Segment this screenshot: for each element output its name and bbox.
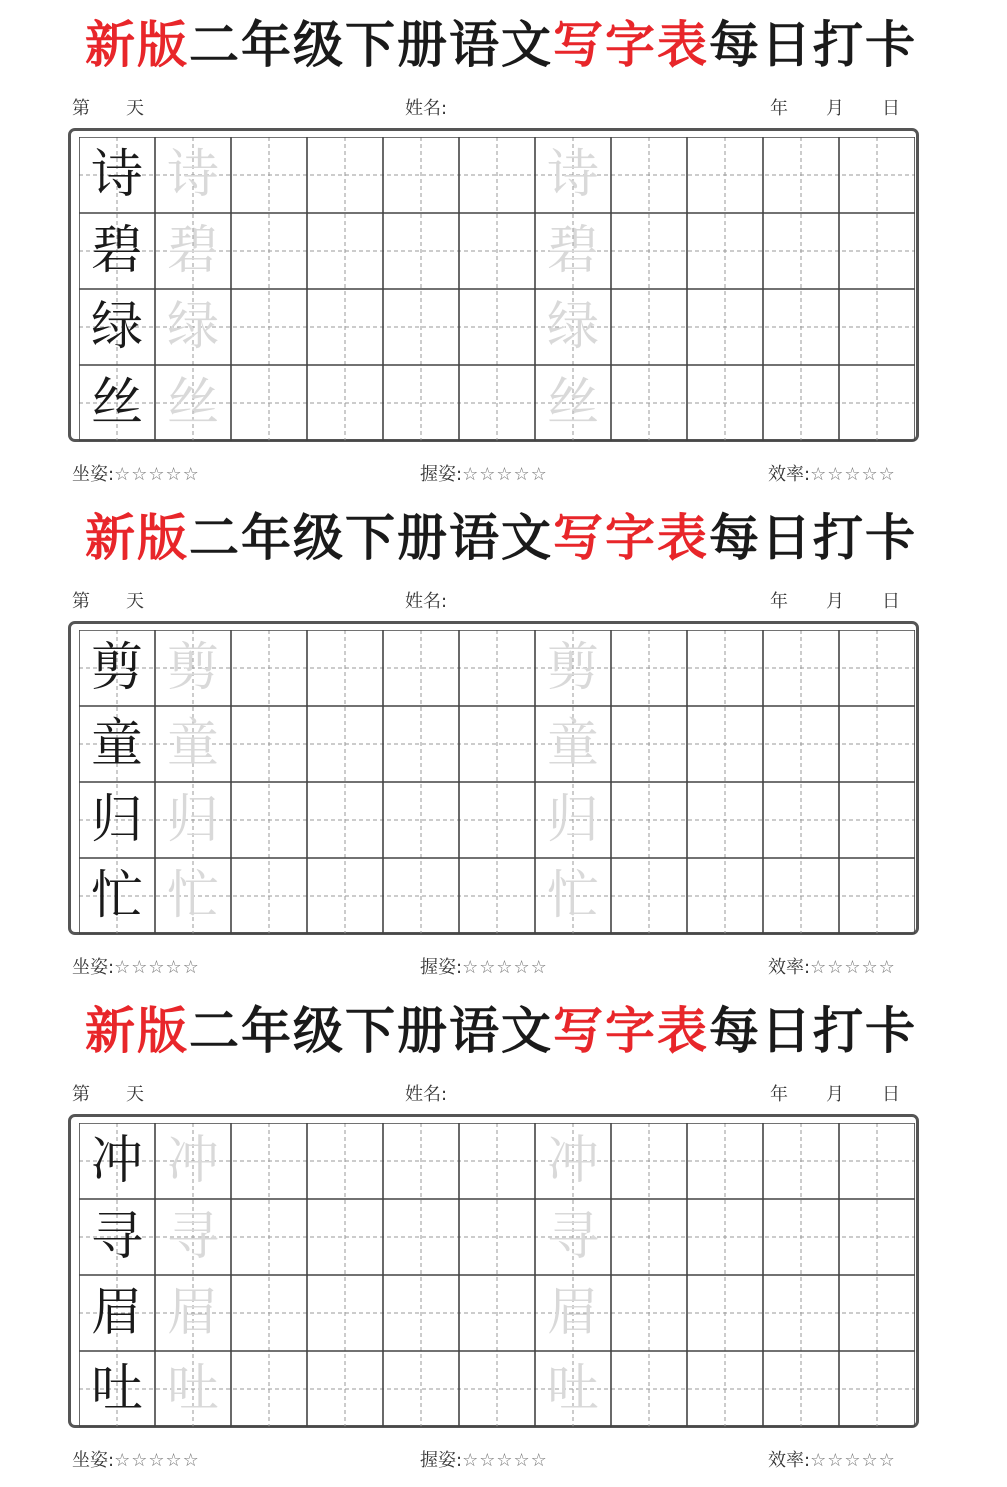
practice-section-1	[0, 8, 1007, 501]
grip-label: 握姿:	[420, 464, 463, 485]
model-character: 碧	[90, 221, 143, 281]
model-character: 绿	[90, 297, 143, 357]
trace-character: 剪	[546, 638, 599, 698]
model-character: 归	[90, 790, 143, 850]
grip-label: 握姿:	[420, 1450, 463, 1471]
year-label: 年	[770, 1084, 788, 1105]
title-part: 写字表	[553, 15, 709, 74]
model-character: 吐	[90, 1359, 143, 1419]
trace-character: 寻	[166, 1207, 219, 1267]
sitting-stars[interactable]: ☆☆☆☆☆	[114, 1450, 200, 1471]
day-prefix-label: 第	[72, 591, 90, 612]
day-count-field	[72, 1084, 144, 1106]
trace-character: 丝	[546, 373, 599, 433]
practice-section-3	[0, 994, 1007, 1487]
day-label: 日	[882, 591, 900, 612]
trace-character: 吐	[546, 1359, 599, 1419]
year-label: 年	[770, 591, 788, 612]
name-field	[405, 98, 447, 120]
model-character: 忙	[90, 866, 143, 926]
name-field	[405, 1084, 447, 1106]
title-part: 每日打卡	[709, 508, 917, 567]
day-prefix-label: 第	[72, 1084, 90, 1105]
day-count-field	[72, 98, 144, 120]
name-label: 姓名:	[405, 1084, 448, 1105]
trace-character: 归	[166, 790, 219, 850]
grip-stars[interactable]: ☆☆☆☆☆	[462, 957, 548, 978]
model-character: 眉	[90, 1283, 143, 1343]
model-character: 童	[90, 714, 143, 774]
trace-character: 吐	[166, 1359, 219, 1419]
trace-character: 诗	[166, 145, 219, 205]
grip-stars[interactable]: ☆☆☆☆☆	[462, 1450, 548, 1471]
month-label: 月	[826, 1084, 844, 1105]
model-character: 冲	[90, 1131, 143, 1191]
trace-character: 冲	[166, 1131, 219, 1191]
trace-character: 冲	[546, 1131, 599, 1191]
title-part: 二年级下册语文	[189, 15, 553, 74]
trace-character: 丝	[166, 373, 219, 433]
name-label: 姓名:	[405, 98, 448, 119]
model-character: 诗	[90, 145, 143, 205]
writing-grid	[79, 137, 915, 441]
day-suffix-label: 天	[126, 591, 144, 612]
title-part: 写字表	[553, 508, 709, 567]
grip-label: 握姿:	[420, 957, 463, 978]
efficiency-rating	[768, 956, 896, 980]
trace-character: 忙	[166, 866, 219, 926]
model-character: 丝	[90, 373, 143, 433]
trace-character: 碧	[166, 221, 219, 281]
trace-character: 归	[546, 790, 599, 850]
month-label: 月	[826, 591, 844, 612]
title-part: 新版	[85, 508, 189, 567]
title-part: 新版	[85, 1001, 189, 1060]
sitting-rating	[72, 1449, 200, 1473]
sitting-label: 坐姿:	[72, 957, 115, 978]
trace-character: 寻	[546, 1207, 599, 1267]
trace-character: 碧	[546, 221, 599, 281]
day-label: 日	[882, 1084, 900, 1105]
title-part: 写字表	[553, 1001, 709, 1060]
trace-character: 眉	[166, 1283, 219, 1343]
trace-character: 忙	[546, 866, 599, 926]
writing-grid-frame	[68, 128, 919, 442]
trace-character: 剪	[166, 638, 219, 698]
efficiency-label: 效率:	[768, 1450, 811, 1471]
sitting-label: 坐姿:	[72, 1450, 115, 1471]
efficiency-label: 效率:	[768, 464, 811, 485]
trace-character: 绿	[166, 297, 219, 357]
sitting-stars[interactable]: ☆☆☆☆☆	[114, 957, 200, 978]
sitting-rating	[72, 956, 200, 980]
sheet-title	[85, 996, 945, 1066]
trace-character: 童	[166, 714, 219, 774]
trace-character: 诗	[546, 145, 599, 205]
date-field	[770, 98, 900, 120]
grip-rating	[420, 956, 548, 980]
efficiency-stars[interactable]: ☆☆☆☆☆	[810, 464, 896, 485]
writing-grid	[79, 1123, 915, 1427]
year-label: 年	[770, 98, 788, 119]
title-part: 每日打卡	[709, 15, 917, 74]
grip-rating	[420, 463, 548, 487]
sitting-stars[interactable]: ☆☆☆☆☆	[114, 464, 200, 485]
efficiency-stars[interactable]: ☆☆☆☆☆	[810, 1450, 896, 1471]
date-field	[770, 591, 900, 613]
title-part: 每日打卡	[709, 1001, 917, 1060]
day-count-field	[72, 591, 144, 613]
sitting-rating	[72, 463, 200, 487]
day-suffix-label: 天	[126, 98, 144, 119]
day-suffix-label: 天	[126, 1084, 144, 1105]
efficiency-rating	[768, 1449, 896, 1473]
efficiency-label: 效率:	[768, 957, 811, 978]
efficiency-rating	[768, 463, 896, 487]
practice-section-2	[0, 501, 1007, 994]
writing-grid	[79, 630, 915, 934]
month-label: 月	[826, 98, 844, 119]
trace-character: 绿	[546, 297, 599, 357]
model-character: 剪	[90, 638, 143, 698]
title-part: 二年级下册语文	[189, 1001, 553, 1060]
day-label: 日	[882, 98, 900, 119]
date-field	[770, 1084, 900, 1106]
writing-grid-frame	[68, 621, 919, 935]
sheet-title	[85, 503, 945, 573]
trace-character: 童	[546, 714, 599, 774]
sheet-title	[85, 10, 945, 80]
title-part: 二年级下册语文	[189, 508, 553, 567]
efficiency-stars[interactable]: ☆☆☆☆☆	[810, 957, 896, 978]
name-label: 姓名:	[405, 591, 448, 612]
name-field	[405, 591, 447, 613]
title-part: 新版	[85, 15, 189, 74]
model-character: 寻	[90, 1207, 143, 1267]
trace-character: 眉	[546, 1283, 599, 1343]
sitting-label: 坐姿:	[72, 464, 115, 485]
grip-stars[interactable]: ☆☆☆☆☆	[462, 464, 548, 485]
grip-rating	[420, 1449, 548, 1473]
day-prefix-label: 第	[72, 98, 90, 119]
writing-grid-frame	[68, 1114, 919, 1428]
